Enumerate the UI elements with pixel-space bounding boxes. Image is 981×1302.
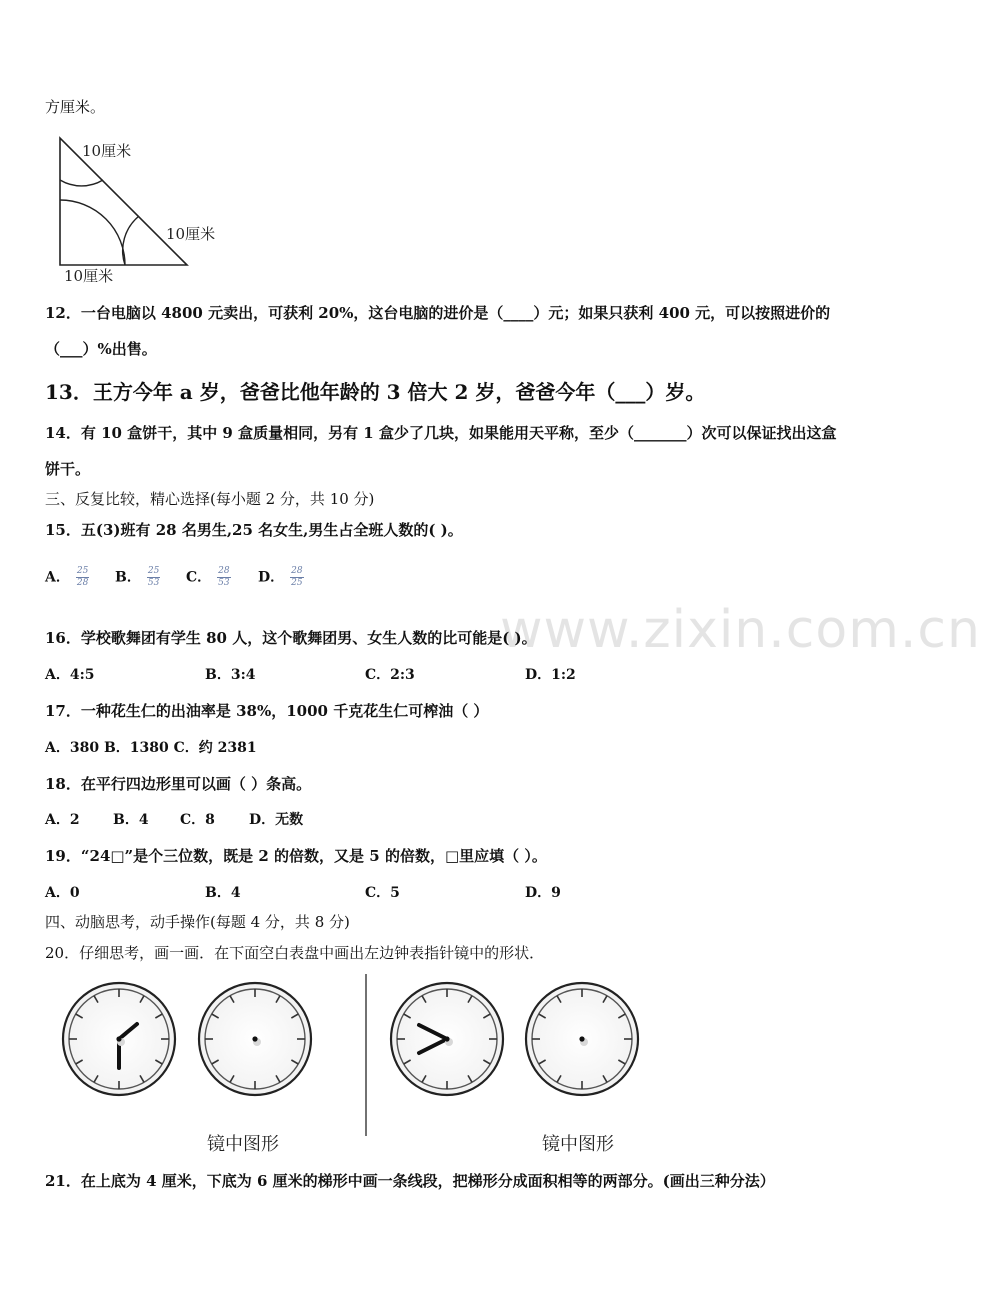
q19-option-b: B．4	[205, 885, 241, 901]
section3-heading: 三、反复比较，精心选择(每小题 2 分，共 10 分)	[45, 490, 375, 508]
figure-label-right: 10厘米	[166, 225, 216, 243]
section4-heading: 四、动脑思考，动手操作(每题 4 分，共 8 分)	[45, 913, 350, 931]
watermark: www.zixin.com.cn	[500, 600, 981, 660]
q15-option-b: B． $\frac{25}{53}$	[115, 566, 160, 588]
q18-option-b: B．4	[113, 812, 149, 828]
clock-blank-right	[526, 983, 638, 1095]
q19-option-d: D．9	[525, 885, 561, 901]
q18-option-d: D．无数	[249, 812, 304, 828]
q16-option-b: B．3:4	[205, 667, 256, 683]
q16-option-a: A．4:5	[45, 667, 95, 683]
q16-option-c: C．2:3	[365, 667, 415, 683]
figure-label-top: 10厘米	[82, 142, 132, 160]
q12-line1: 12．一台电脑以 4800 元卖出，可获利 20%，这台电脑的进价是（____）元；如果只获利 400 元，可以按照进价的	[45, 304, 831, 322]
q19-stem: 19．“24□”是个三位数，既是 2 的倍数，又是 5 的倍数，□里应填（ ）。	[45, 847, 547, 865]
q17-options: A．380 B．1380 C．约 2381	[45, 740, 257, 756]
q18-option-c: C．8	[180, 812, 215, 828]
q14-line1: 14．有 10 盒饼干，其中 9 盒质量相同，另有 1 盒少了几块，如果能用天平称，至少（_______）次可以保证找出这盒	[45, 424, 837, 442]
clock-blank-left	[199, 983, 311, 1095]
q18-stem: 18．在平行四边形里可以画（ ）条高。	[45, 775, 312, 793]
q15-option-a: A． $\frac{25}{28}$	[45, 566, 89, 588]
clocks-figure	[55, 968, 655, 1140]
q15-option-c: C． $\frac{28}{53}$	[186, 566, 230, 588]
q16-option-d: D．1:2	[525, 667, 576, 683]
q21: 21．在上底为 4 厘米，下底为 6 厘米的梯形中画一条线段，把梯形分成面积相等的两部分。(画出三种分法）	[45, 1172, 775, 1190]
q18-option-a: A．2	[45, 812, 80, 828]
q20-stem: 20．仔细思考，画一画．在下面空白表盘中画出左边钟表指针镜中的形状．	[45, 944, 545, 962]
q12-line2: （___）%出售。	[45, 340, 157, 358]
q13: 13．王方今年 a 岁，爸爸比他年龄的 3 倍大 2 岁，爸爸今年（___）岁。	[45, 380, 706, 404]
caption-right: 镜中图形	[542, 1134, 614, 1155]
q19-option-a: A．0	[45, 885, 80, 901]
caption-left: 镜中图形	[207, 1134, 279, 1155]
q15-option-d: D． $\frac{28}{25}$	[258, 566, 303, 588]
figure-label-bottom: 10厘米	[64, 267, 114, 285]
clock-original-right	[391, 983, 503, 1095]
triangle-figure	[40, 128, 240, 288]
q15-stem: 15．五(3)班有 28 名男生,25 名女生,男生占全班人数的( )。	[45, 521, 463, 539]
q14-line2: 饼干。	[45, 460, 91, 478]
q16-stem: 16．学校歌舞团有学生 80 人，这个歌舞团男、女生人数的比可能是( )。	[45, 629, 537, 647]
top-text: 方厘米。	[45, 98, 106, 116]
q19-option-c: C．5	[365, 885, 400, 901]
q17-stem: 17．一种花生仁的出油率是 38%，1000 千克花生仁可榨油（ ）	[45, 702, 489, 720]
clock-original-left	[63, 983, 175, 1095]
